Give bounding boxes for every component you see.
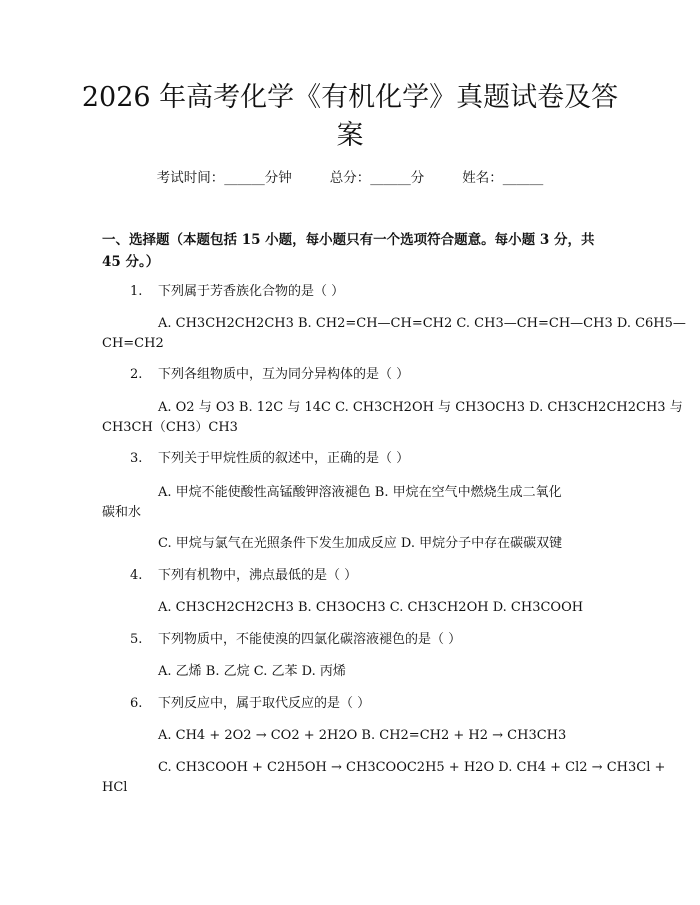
question-number: 5. xyxy=(130,632,143,647)
question-text: 下列属于芳香族化合物的是（ ） xyxy=(158,284,345,299)
question-options: C. 甲烷与氯气在光照条件下发生加成反应 D. 甲烷分子中存在碳碳双键 xyxy=(158,536,563,551)
question-number: 6. xyxy=(130,696,143,711)
question-text: 下列反应中，属于取代反应的是（ ） xyxy=(158,696,371,711)
question-options: A. O2 与 O3 B. 12C 与 14C C. CH3CH2OH 与 CH3OCH3 D. CH3CH2CH2CH3 与 xyxy=(158,400,683,415)
question-options: A. 乙烯 B. 乙烷 C. 乙苯 D. 丙烯 xyxy=(158,664,346,679)
question-text: 下列有机物中，沸点最低的是（ ） xyxy=(158,568,358,583)
section-heading: 一、选择题（本题包括 15 小题，每小题只有一个选项符合题意。每小题 3 分，共 xyxy=(102,232,595,248)
question-text: 下列关于甲烷性质的叙述中，正确的是（ ） xyxy=(158,451,410,466)
exam-info xyxy=(0,168,700,188)
total-score-label: 总分：______分 xyxy=(329,170,425,186)
question-text: 下列各组物质中，互为同分异构体的是（ ） xyxy=(158,367,410,382)
question-options: A. 甲烷不能使酸性高锰酸钾溶液褪色 B. 甲烷在空气中燃烧生成二氧化 xyxy=(158,485,562,500)
question-number: 4. xyxy=(130,568,143,583)
page-title: 2026 年高考化学《有机化学》真题试卷及答 xyxy=(81,82,619,113)
name-label: 姓名：______ xyxy=(462,170,544,186)
question-number: 2. xyxy=(130,367,143,382)
question-options-continuation: HCl xyxy=(102,780,128,795)
question-number: 3. xyxy=(130,451,143,466)
question-options-continuation: CH=CH2 xyxy=(102,336,164,351)
question-text: 下列物质中，不能使溴的四氯化碳溶液褪色的是（ ） xyxy=(158,632,462,647)
question-options: A. CH4 + 2O2 → CO2 + 2H2O B. CH2=CH2 + H2 → CH3CH3 xyxy=(158,728,567,743)
page-title-continuation: 案 xyxy=(336,120,364,151)
question-options: C. CH3COOH + C2H5OH → CH3COOC2H5 + H2O D. CH4 + Cl2 → CH3Cl + xyxy=(158,760,666,775)
question-options: A. CH3CH2CH2CH3 B. CH2=CH—CH=CH2 C. CH3—CH=CH—CH3 D. C6H5— xyxy=(158,316,686,331)
question-number: 1. xyxy=(130,284,143,299)
exam-time-label: 考试时间：______分钟 xyxy=(156,170,292,186)
question-options-continuation: 碳和水 xyxy=(102,505,142,520)
section-heading-continuation: 45 分。） xyxy=(102,254,160,270)
question-options-continuation: CH3CH（CH3）CH3 xyxy=(102,420,238,435)
question-options: A. CH3CH2CH2CH3 B. CH3OCH3 C. CH3CH2OH D. CH3COOH xyxy=(158,600,584,615)
